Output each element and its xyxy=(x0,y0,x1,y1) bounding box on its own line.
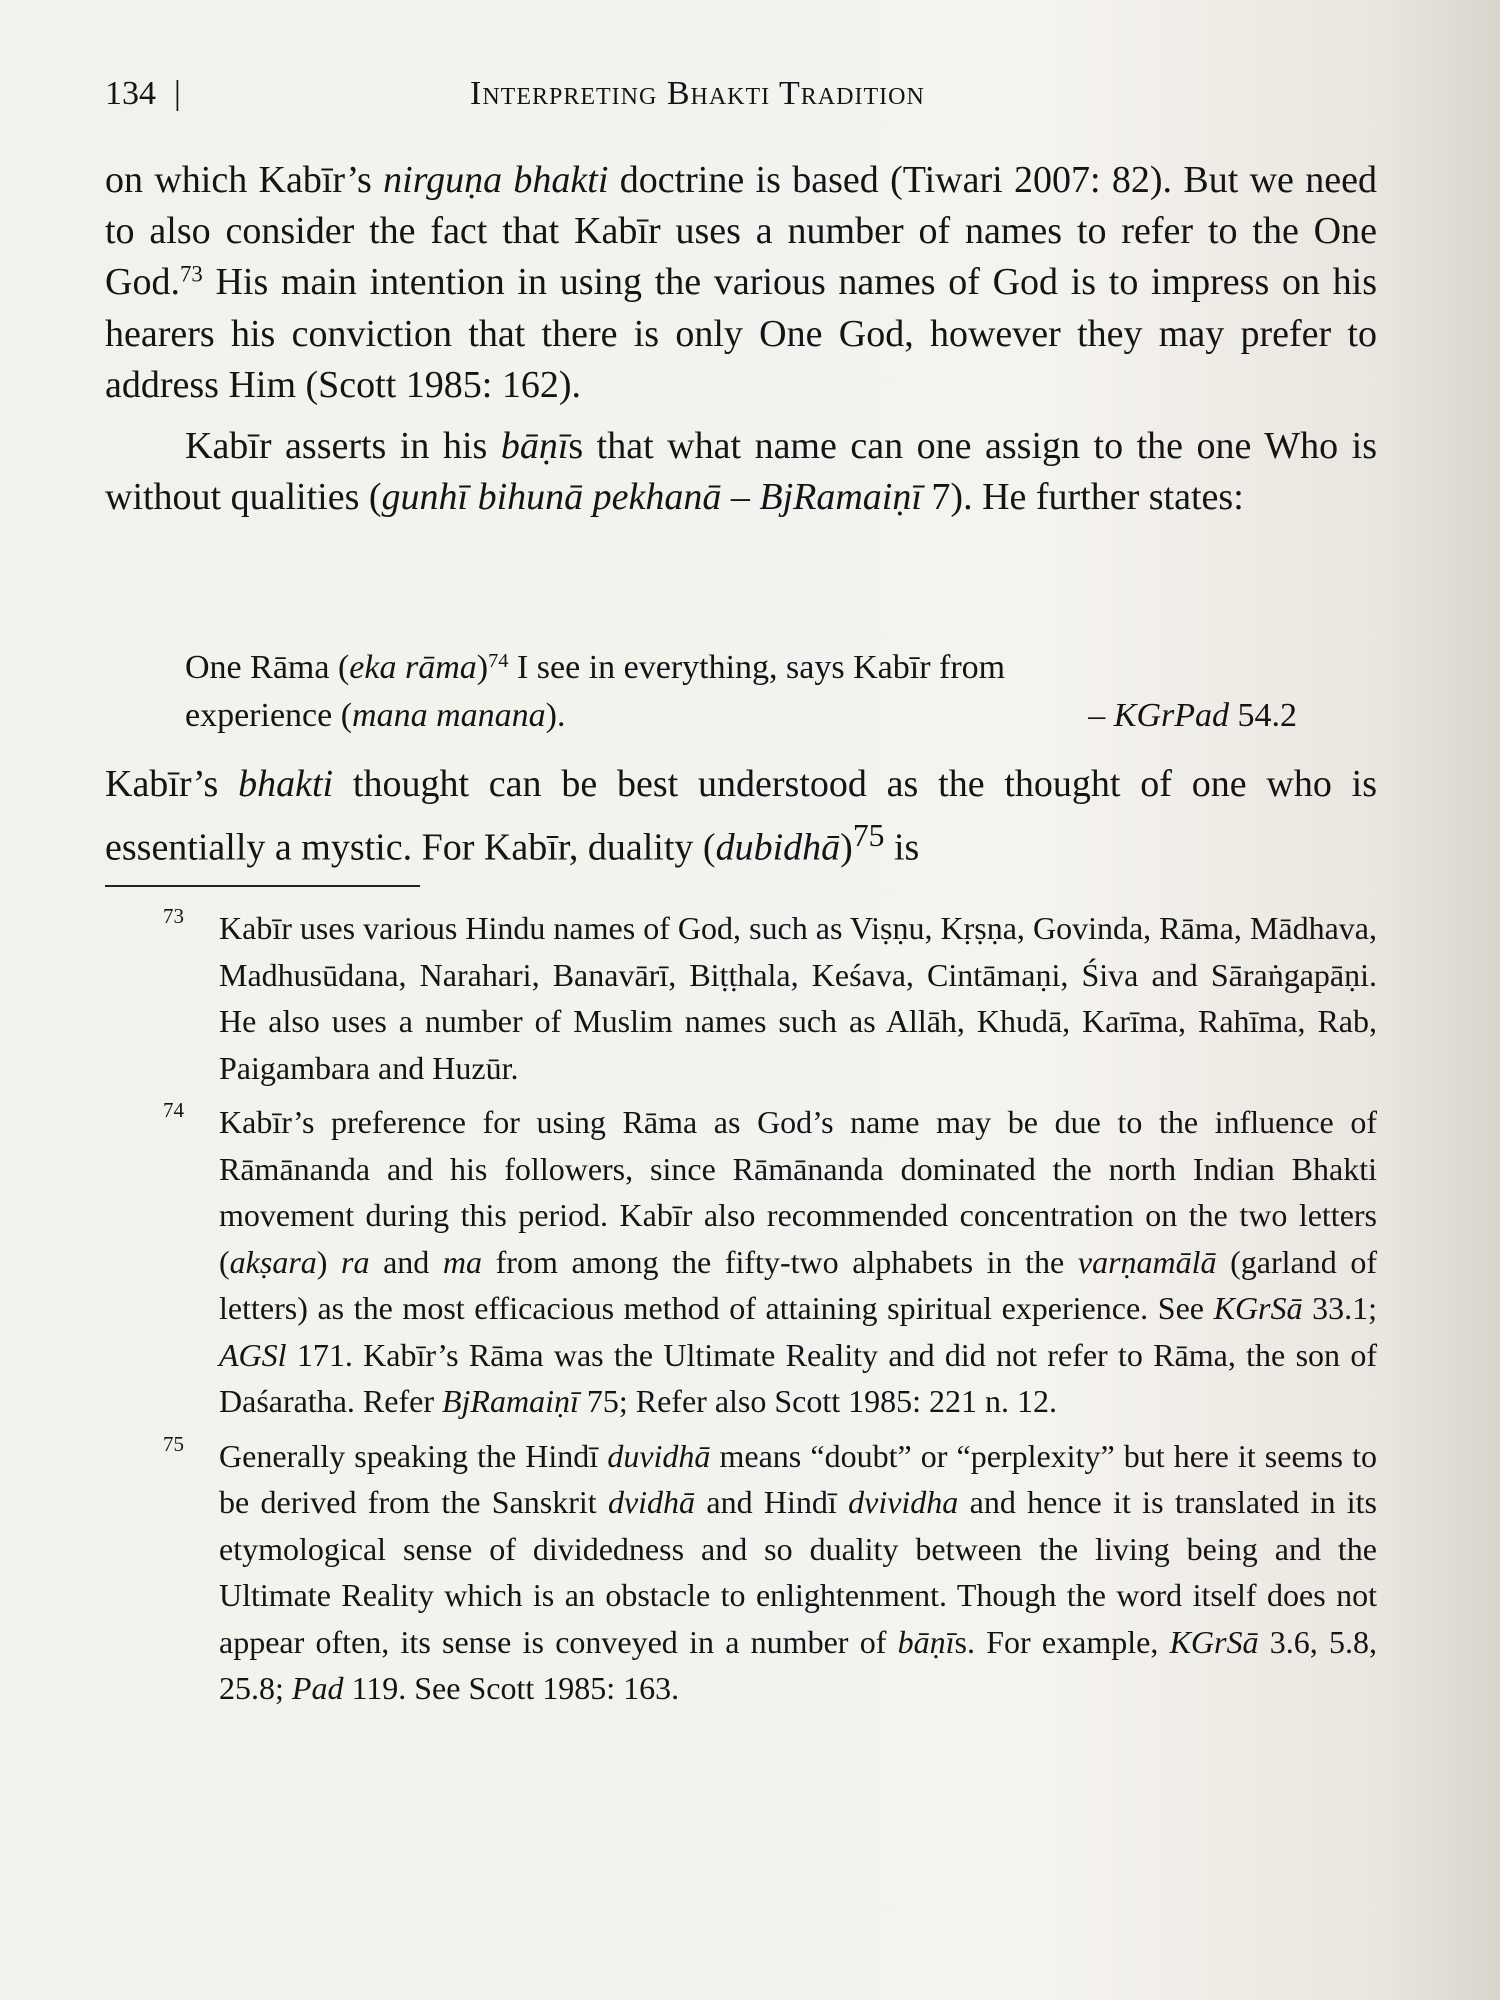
main-text-upper xyxy=(105,155,1377,523)
text-run: Kabīr asserts in his xyxy=(185,425,501,468)
block-quote xyxy=(185,644,1297,740)
running-title: Interpreting Bhakti Tradition xyxy=(470,75,925,112)
footnote-ref-74: 74 xyxy=(488,649,509,672)
text-run: s that what name can one assign to the one Who is without qualities ( xyxy=(105,425,1377,519)
italic-run: AGSl xyxy=(219,1336,287,1373)
italic-run: bāṇī xyxy=(500,425,569,468)
italic-run: eka rāma xyxy=(349,649,477,686)
footnote-number: 75 xyxy=(163,1431,184,1456)
text-run: ) xyxy=(840,826,853,869)
text-run: means “doubt” or “perplexity” but here it seems to be derived from the Sanskrit xyxy=(219,1437,1378,1520)
quote-source xyxy=(1088,692,1297,740)
text-run: doctrine is based (Tiwari 2007: 82). But we need to also consider the fact that Kabīr uses a number of names to refer to the One God. xyxy=(105,159,1377,304)
italic-run: gunhī bihunā pekhanā – BjRamaiṇī xyxy=(381,476,922,519)
italic-run: dvidhā xyxy=(607,1484,696,1520)
text-run: and hence it is translated in its etymological sense of dividedness and so duality between the living being and the Ultimate Reality which is an obstacle to enlightenment. Though the word itself does not appear often, its sense is conveyed in a number of xyxy=(219,1484,1378,1660)
italic-run: akṣara xyxy=(229,1243,317,1280)
text-run: Kabīr’s preference for using Rāma as God’s name may be due to the influence of Rāmānanda and his followers, since Rāmānanda dominated the north Indian Bhakti movement during this period. Kabīr also recommended concentration on the two letters ( xyxy=(219,1104,1377,1280)
italic-run: bāṇī xyxy=(897,1623,955,1660)
text-run: experience ( xyxy=(185,697,353,734)
footnote-ref-73: 73 xyxy=(179,261,203,287)
italic-run: varṇamālā xyxy=(1077,1243,1217,1280)
text-run: thought can be best understood as the thought of one who is essentially a mystic. For Kabīr, duality ( xyxy=(105,763,1378,869)
header-separator: | xyxy=(174,75,181,112)
italic-run: KGrSā xyxy=(1169,1623,1259,1660)
italic-run: bhakti xyxy=(238,763,334,805)
page-number: 134 xyxy=(105,75,156,112)
text-run: Kabīr uses various Hindu names of God, such as Viṣṇu, Kṛṣṇa, Govinda, Rāma, Mādhava, Madhusūdana, Narahari, Banavārī, Biṭṭhala, Keśava, Cintāmaṇi, Śiva and Sāraṅgapāṇi. He also uses a number of Muslim names such as Allāh, Khudā, Karīma, Rahīma, Rab, Paigambara and Huzūr. xyxy=(219,910,1377,1086)
text-run: – xyxy=(1088,697,1114,734)
footnote-number: 73 xyxy=(163,904,184,928)
text-run: Kabīr’s xyxy=(105,763,239,805)
text-run: and xyxy=(369,1243,443,1280)
paragraph-3 xyxy=(105,758,1377,874)
text-run: on which Kabīr’s xyxy=(105,159,384,201)
italic-run: BjRamaiṇī xyxy=(441,1383,579,1419)
italic-run: KGrPad xyxy=(1113,697,1229,734)
italic-run: mana manana xyxy=(352,697,546,734)
paragraph-2 xyxy=(105,421,1377,523)
text-run: Generally speaking the Hindī xyxy=(219,1437,608,1474)
text-run: ). xyxy=(545,697,566,734)
italic-run: dubidhā xyxy=(715,826,841,869)
running-header xyxy=(105,72,1105,116)
italic-run: ma xyxy=(442,1243,483,1280)
text-run: 3.6, 5.8, 25.8; xyxy=(219,1623,1378,1706)
text-run: and Hindī xyxy=(695,1484,849,1520)
text-run: 33.1; xyxy=(1302,1290,1378,1326)
text-run: 171. Kabīr’s Rāma was the Ultimate Reality and did not refer to Rāma, the son of Daśaratha. Refer xyxy=(219,1336,1377,1419)
text-run: His main intention in using the various names of God is to impress on his hearers his conviction that there is only One God, however they may prefer to address Him (Scott 1985: 162). xyxy=(105,261,1377,406)
italic-run: Pad xyxy=(291,1670,344,1706)
footnote-74 xyxy=(163,1099,1377,1425)
quote-line-1 xyxy=(185,644,1297,692)
text-run: s. For example, xyxy=(954,1623,1170,1660)
text-run: ) xyxy=(316,1243,342,1280)
text-run: I see in everything, says Kabīr from xyxy=(508,649,1006,686)
text-run: 7). He further states: xyxy=(921,476,1244,519)
quote-line-2 xyxy=(185,692,1297,740)
footnotes xyxy=(163,905,1377,1720)
text-run: ) xyxy=(476,649,489,686)
footnote-ref-75: 75 xyxy=(852,818,885,853)
footnote-73 xyxy=(163,905,1377,1091)
paragraph-1 xyxy=(105,155,1377,411)
italic-run: duvidhā xyxy=(607,1437,711,1474)
text-run: 119. See Scott 1985: 163. xyxy=(343,1670,680,1706)
quote-text-end xyxy=(185,692,565,740)
text-run: (garland of letters) as the most efficacious method of attaining spiritual experience. See xyxy=(219,1243,1377,1326)
footnote-number: 74 xyxy=(163,1098,184,1122)
footnote-75 xyxy=(163,1433,1377,1712)
text-run: One Rāma ( xyxy=(185,649,350,686)
italic-run: dvividha xyxy=(848,1484,959,1520)
italic-run: KGrSā xyxy=(1213,1290,1303,1326)
text-run: 54.2 xyxy=(1229,697,1297,734)
text-run: 75; Refer also Scott 1985: 221 n. 12. xyxy=(578,1383,1058,1419)
italic-run: nirguṇa bhakti xyxy=(383,159,609,201)
italic-run: ra xyxy=(341,1243,370,1280)
main-text-lower xyxy=(105,758,1377,874)
text-run: is xyxy=(884,826,920,869)
footnote-divider xyxy=(105,885,420,887)
text-run: from among the fifty-two alphabets in the xyxy=(482,1243,1078,1280)
